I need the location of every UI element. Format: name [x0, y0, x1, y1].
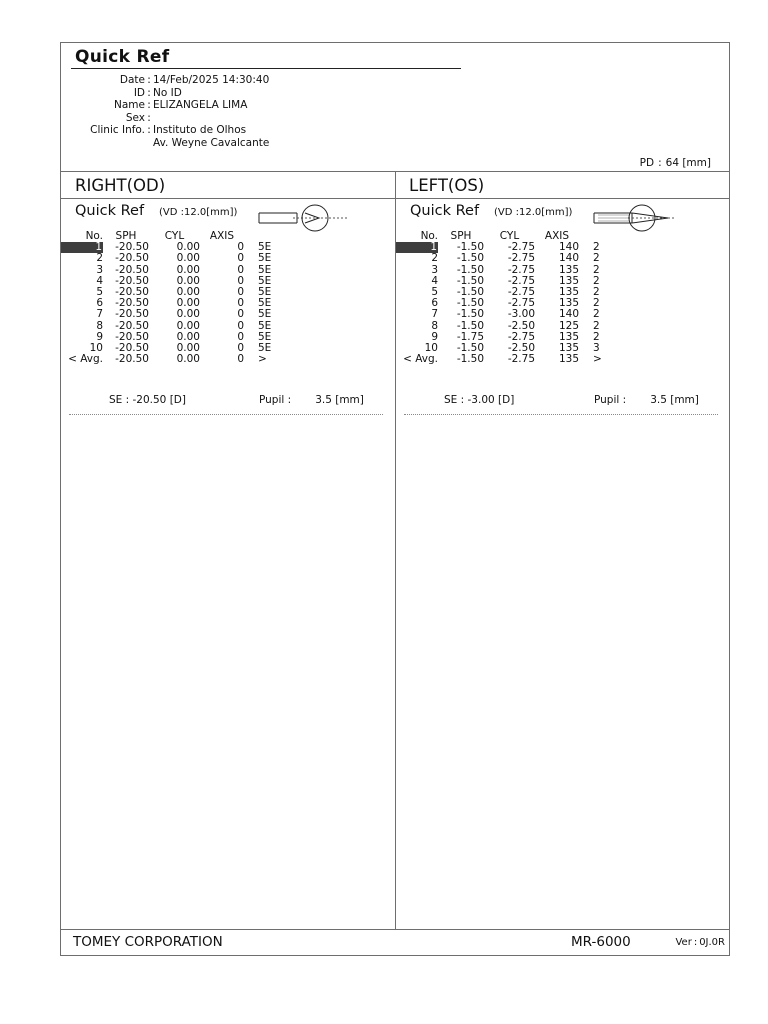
sex-label: Sex	[125, 111, 145, 124]
clinic-label: Clinic Info.	[90, 124, 145, 137]
avg-cyl-value: -2.75	[507, 353, 535, 366]
left-spherical-equivalent: SE : -3.00 [D]	[444, 394, 515, 406]
selected-row-marker: 1	[396, 242, 438, 253]
axis-value: 125	[558, 319, 579, 332]
axis-value: 0	[237, 274, 244, 287]
address-value: Av. Weyne Cavalcante	[153, 136, 270, 149]
axis-value: 0	[237, 330, 244, 343]
cyl-value: -3.00	[507, 308, 535, 321]
row-no: 2	[96, 252, 103, 265]
axis-value: 0	[237, 263, 244, 276]
table-row	[61, 253, 274, 264]
sph-value: -1.50	[456, 274, 484, 287]
sph-value: -20.50	[115, 319, 149, 332]
sph-value: -20.50	[115, 308, 149, 321]
row-no: 8	[431, 319, 438, 332]
col-header-sph: SPH	[115, 230, 137, 242]
confidence-value: 5E	[258, 308, 272, 321]
confidence-value: 5E	[258, 286, 272, 299]
confidence-value: 2	[593, 297, 600, 310]
date-label: Date	[119, 74, 145, 86]
confidence-value: 5E	[258, 252, 272, 265]
row-no: 6	[431, 297, 438, 310]
confidence-value: 5E	[258, 274, 272, 287]
clinic-value: Instituto de Olhos	[153, 124, 247, 137]
axis-value: 0	[237, 342, 244, 355]
row-no: 4	[431, 274, 438, 287]
confidence-value: 5E	[258, 330, 272, 343]
table-row	[61, 309, 274, 320]
sph-value: -1.50	[456, 286, 484, 299]
axis-value: 0	[237, 241, 244, 254]
report-title: Quick Ref	[75, 47, 170, 67]
info-row-clinic	[69, 124, 269, 137]
avg-label: < Avg.	[403, 353, 438, 366]
address-label	[69, 137, 145, 150]
cyl-value: 0.00	[176, 274, 200, 287]
patient-info	[69, 74, 269, 150]
col-header-cyl: CYL	[164, 230, 185, 242]
confidence-value: 2	[593, 241, 600, 254]
info-row-id	[69, 87, 269, 100]
colon: :	[693, 937, 698, 948]
axis-value: 135	[558, 330, 579, 343]
colon: :	[147, 99, 151, 112]
pupil-label: Pupil :	[259, 394, 292, 406]
right-mode-title: Quick Ref	[75, 203, 145, 219]
pd-label: PD	[639, 157, 655, 169]
axis-value: 140	[558, 252, 579, 265]
axis-value: 0	[237, 319, 244, 332]
sph-value: -1.50	[456, 342, 484, 355]
device-model: MR-6000	[571, 934, 631, 950]
avg-sph-value: -1.50	[456, 353, 484, 366]
confidence-value: 5E	[258, 263, 272, 276]
sph-value: -20.50	[115, 286, 149, 299]
row-no: 6	[96, 297, 103, 310]
sph-value: -1.50	[456, 263, 484, 276]
confidence-value: 5E	[258, 241, 272, 254]
eye-diagram-icon	[257, 201, 349, 235]
sph-value: -20.50	[115, 252, 149, 265]
axis-value: 135	[558, 342, 579, 355]
col-header-no: No.	[420, 230, 438, 242]
table-row	[396, 253, 609, 264]
axis-value: 0	[237, 252, 244, 265]
right-pupil	[259, 394, 364, 406]
info-row-date	[69, 74, 269, 87]
confidence-value: 2	[593, 319, 600, 332]
row-no: 10	[424, 342, 438, 355]
col-header-sph: SPH	[450, 230, 472, 242]
sph-value: -20.50	[115, 241, 149, 254]
confidence-value: 2	[593, 274, 600, 287]
left-eye-heading: LEFT(OS)	[409, 176, 485, 195]
firmware-version	[675, 937, 725, 948]
left-vertex-distance: (VD :12.0[mm])	[494, 207, 573, 218]
cyl-value: 0.00	[176, 308, 200, 321]
average-row	[61, 354, 274, 365]
cyl-value: -2.75	[507, 297, 535, 310]
sph-value: -20.50	[115, 342, 149, 355]
info-row-sex	[69, 112, 269, 125]
title-underline	[71, 68, 461, 69]
sph-value: -20.50	[115, 297, 149, 310]
sph-value: -1.50	[456, 252, 484, 265]
row-no: 5	[431, 286, 438, 299]
confidence-value: 2	[593, 252, 600, 265]
row-no: 9	[96, 330, 103, 343]
cyl-value: -2.50	[507, 342, 535, 355]
row-no: 8	[96, 319, 103, 332]
printout-sheet	[60, 42, 730, 956]
company-name: TOMEY CORPORATION	[73, 934, 223, 950]
row-no: 10	[89, 342, 103, 355]
id-label: ID	[133, 86, 145, 99]
colon: :	[147, 74, 151, 86]
colon: :	[147, 111, 151, 124]
avg-end-marker: >	[258, 353, 267, 366]
confidence-value: 2	[593, 330, 600, 343]
selected-row-marker: 1	[61, 242, 103, 253]
left-measurement-table	[396, 231, 609, 365]
confidence-value: 3	[593, 342, 600, 355]
cyl-value: -2.75	[507, 252, 535, 265]
colon: :	[147, 86, 151, 99]
pupil-value: 3.5 [mm]	[315, 394, 364, 406]
cyl-value: -2.50	[507, 319, 535, 332]
confidence-value: 5E	[258, 297, 272, 310]
col-header-axis: AXIS	[209, 230, 235, 242]
footer	[61, 929, 729, 955]
sph-value: -1.50	[456, 319, 484, 332]
cyl-value: 0.00	[176, 263, 200, 276]
cyl-value: 0.00	[176, 330, 200, 343]
sph-value: -1.75	[456, 330, 484, 343]
axis-value: 0	[237, 308, 244, 321]
colon: :	[147, 124, 151, 137]
sph-value: -1.50	[456, 297, 484, 310]
confidence-value: 2	[593, 263, 600, 276]
axis-value: 135	[558, 263, 579, 276]
table-row	[396, 309, 609, 320]
confidence-value: 5E	[258, 319, 272, 332]
cyl-value: -2.75	[507, 330, 535, 343]
axis-value: 140	[558, 241, 579, 254]
eye-diagram-icon	[592, 201, 684, 235]
avg-axis-value: 0	[237, 353, 244, 366]
avg-label: < Avg.	[68, 353, 103, 366]
cyl-value: -2.75	[507, 241, 535, 254]
cyl-value: 0.00	[176, 319, 200, 332]
info-row-address	[69, 137, 269, 150]
avg-axis-value: 135	[558, 353, 579, 366]
confidence-value: 5E	[258, 342, 272, 355]
cyl-value: -2.75	[507, 263, 535, 276]
pd-value: 64 [mm]	[665, 157, 711, 169]
left-mode-title: Quick Ref	[410, 203, 480, 219]
row-no: 7	[96, 308, 103, 321]
cyl-value: -2.75	[507, 274, 535, 287]
right-vertex-distance: (VD :12.0[mm])	[159, 207, 238, 218]
cyl-value: 0.00	[176, 297, 200, 310]
col-header-cyl: CYL	[499, 230, 520, 242]
row-no: 2	[431, 252, 438, 265]
avg-end-marker: >	[593, 353, 602, 366]
axis-value: 140	[558, 308, 579, 321]
row-no: 7	[431, 308, 438, 321]
cyl-value: 0.00	[176, 342, 200, 355]
name-value: ELIZANGELA LIMA	[153, 99, 248, 112]
axis-value: 0	[237, 286, 244, 299]
confidence-value: 2	[593, 308, 600, 321]
left-pupil	[594, 394, 699, 406]
row-no: 4	[96, 274, 103, 287]
sph-value: -1.50	[456, 308, 484, 321]
right-measurement-table	[61, 231, 274, 365]
sph-value: -20.50	[115, 274, 149, 287]
col-header-no: No.	[85, 230, 103, 242]
axis-value: 135	[558, 274, 579, 287]
axis-value: 135	[558, 286, 579, 299]
col-header-axis: AXIS	[544, 230, 570, 242]
pupil-distance	[640, 157, 711, 169]
right-eye-heading: RIGHT(OD)	[75, 176, 166, 195]
axis-value: 0	[237, 297, 244, 310]
row-no: 3	[431, 263, 438, 276]
pupil-label: Pupil :	[594, 394, 627, 406]
cyl-value: 0.00	[176, 241, 200, 254]
cyl-value: 0.00	[176, 286, 200, 299]
average-row	[396, 354, 609, 365]
confidence-value: 2	[593, 286, 600, 299]
pupil-value: 3.5 [mm]	[650, 394, 699, 406]
row-no: 3	[96, 263, 103, 276]
info-row-name	[69, 99, 269, 112]
axis-value: 135	[558, 297, 579, 310]
id-value: No ID	[153, 86, 182, 99]
sph-value: -1.50	[456, 241, 484, 254]
dotted-separator	[404, 414, 718, 415]
date-value: 14/Feb/2025 14:30:40	[153, 74, 270, 86]
row-no: 9	[431, 330, 438, 343]
right-spherical-equivalent: SE : -20.50 [D]	[109, 394, 186, 406]
dotted-separator	[69, 414, 383, 415]
version-value: 0J.0R	[699, 937, 725, 948]
name-label: Name	[114, 99, 145, 112]
sph-value: -20.50	[115, 330, 149, 343]
version-label: Ver	[675, 937, 692, 948]
avg-sph-value: -20.50	[115, 353, 149, 366]
avg-cyl-value: 0.00	[176, 353, 200, 366]
row-no: 5	[96, 286, 103, 299]
cyl-value: -2.75	[507, 286, 535, 299]
cyl-value: 0.00	[176, 252, 200, 265]
sph-value: -20.50	[115, 263, 149, 276]
colon: :	[658, 157, 662, 169]
